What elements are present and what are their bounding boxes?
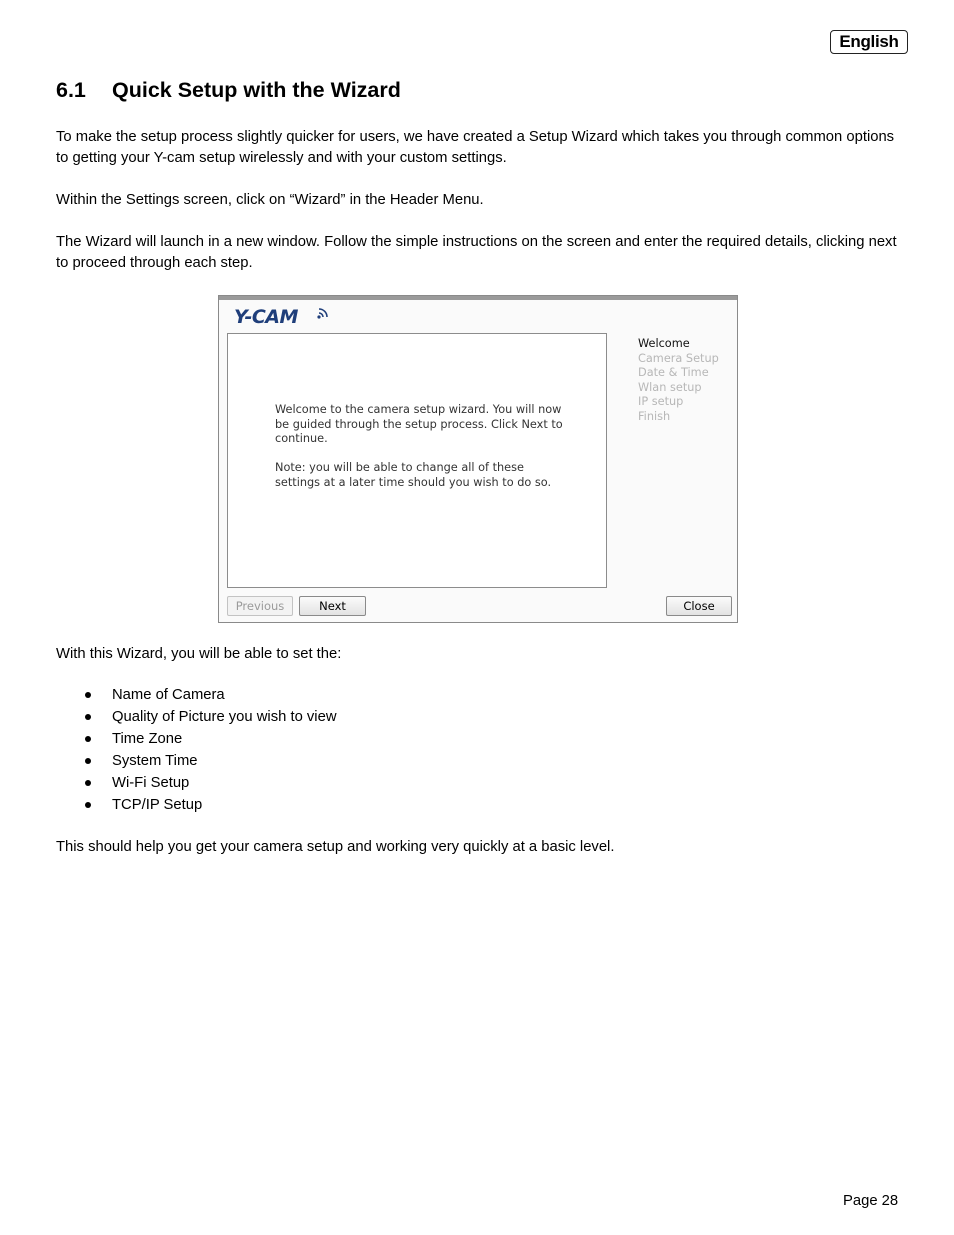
list-intro-paragraph: With this Wizard, you will be able to set the: bbox=[56, 646, 342, 662]
wizard-step-finish: Finish bbox=[638, 409, 671, 423]
list-item: Name of Camera bbox=[56, 684, 337, 706]
wizard-note-text: Note: you will be able to change all of these settings at a later time should you wish to do so. bbox=[275, 461, 552, 489]
list-item: Quality of Picture you wish to view bbox=[56, 706, 337, 728]
bullet-icon bbox=[85, 736, 91, 742]
section-heading bbox=[56, 78, 401, 103]
list-item: Wi-Fi Setup bbox=[56, 772, 337, 794]
wizard-step-ip-setup: IP setup bbox=[638, 395, 684, 409]
page-number: Page 28 bbox=[843, 1193, 899, 1209]
feature-list bbox=[56, 684, 337, 816]
wireless-signal-icon bbox=[316, 306, 330, 320]
wizard-content-panel bbox=[227, 333, 607, 588]
bullet-icon bbox=[85, 758, 91, 764]
ycam-logo bbox=[234, 306, 334, 332]
bullet-icon bbox=[85, 714, 91, 720]
list-item: TCP/IP Setup bbox=[56, 794, 337, 816]
ycam-logo-text: Y-CAM bbox=[234, 306, 298, 328]
next-button[interactable]: Next bbox=[299, 596, 366, 616]
close-button[interactable]: Close bbox=[666, 596, 732, 616]
list-item: Time Zone bbox=[56, 728, 337, 750]
section-title: Quick Setup with the Wizard bbox=[112, 78, 401, 102]
settings-paragraph: Within the Settings screen, click on “Wizard” in the Header Menu. bbox=[56, 192, 484, 208]
previous-button[interactable]: Previous bbox=[227, 596, 293, 616]
wizard-steps-list bbox=[638, 337, 719, 425]
section-number: 6.1 bbox=[56, 78, 86, 102]
wizard-title-bar bbox=[219, 296, 737, 300]
wizard-step-welcome: Welcome bbox=[638, 337, 690, 350]
wizard-screenshot bbox=[218, 295, 738, 623]
closing-paragraph: This should help you get your camera setup and working very quickly at a basic level. bbox=[56, 839, 615, 855]
language-badge: English bbox=[830, 30, 908, 54]
bullet-icon bbox=[85, 692, 91, 698]
intro-paragraph: To make the setup process slightly quicker for users, we have created a Setup Wizard which takes you through common options to getting your Y-cam setup wirelessly and with your custom settings. bbox=[56, 129, 895, 166]
bullet-icon bbox=[85, 802, 91, 808]
wizard-step-camera-setup: Camera Setup bbox=[638, 351, 719, 365]
wizard-step-date-time: Date & Time bbox=[638, 366, 709, 380]
list-item: System Time bbox=[56, 750, 337, 772]
launch-paragraph: The Wizard will launch in a new window. Follow the simple instructions on the screen and enter the required details, clicking next to proceed through each step. bbox=[56, 234, 897, 271]
wizard-welcome-text: Welcome to the camera setup wizard. You will now be guided through the setup process. Click Next to continue. bbox=[275, 403, 563, 446]
bullet-icon bbox=[85, 780, 91, 786]
wizard-step-wlan-setup: Wlan setup bbox=[638, 380, 702, 394]
